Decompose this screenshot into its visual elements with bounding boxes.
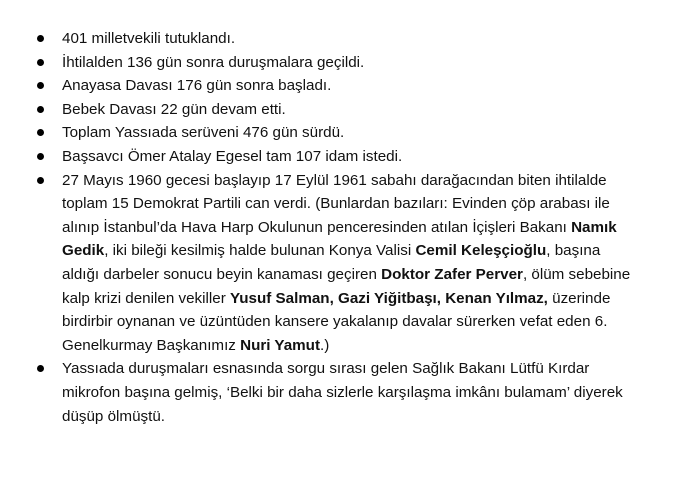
person-name: Cemil Keleşçioğlu [415,242,547,260]
bullet-icon [37,82,44,89]
bullet-icon [37,177,44,184]
list-item [0,27,678,51]
list-item [0,98,678,122]
list-item [0,145,678,169]
bullet-icon [37,365,44,372]
list-item-text: İhtilalden 136 gün sonra duruşmalara geçildi. [62,53,365,71]
list-item [0,121,678,145]
list-item [0,74,678,98]
bullet-icon [37,153,44,160]
list-item-text: üzerinde birdirbir oynanan ve üzüntüden kansere yakalanıp davalar sürerken vefat eden 6. Genelkurmay Başkanımız [62,289,611,354]
list-item-text: Yassıada duruşmaları esnasında sorgu sırası gelen Sağlık Bakanı Lütfü Kırdar mikrofon başına gelmiş, ‘Belki bir daha sizlerle karşılaşma imkânı bulamam’ diyerek düşüp ölmüştü. [62,360,623,425]
bullet-icon [37,106,44,113]
bullet-list [0,27,678,428]
list-item-text: 27 Mayıs 1960 gecesi başlayıp 17 Eylül 1961 sabahı darağacından biten ihtilalde toplam 15 Demokrat Partili can verdi. (Bunlardan bazıları: Evinden çöp arabası ile alınıp İstanbul’da Hava Harp Okulunun penceresinden atılan İçişleri Bakanı [62,171,610,236]
document-page [0,27,678,428]
list-item-text: Anayasa Davası 176 gün sonra başladı. [62,77,332,95]
list-item [0,357,678,428]
person-name: Yusuf Salman, Gazi Yiğitbaşı, Kenan Yılmaz, [229,289,548,307]
list-item [0,169,678,358]
list-item-text: , iki bileği kesilmiş halde bulunan Konya Valisi [104,242,416,260]
list-item-text: , başına aldığı darbeler sonucu beyin kanaması geçiren [62,242,601,283]
list-item-text: Bebek Davası 22 gün devam etti. [62,100,286,118]
list-item-text: Toplam Yassıada serüveni 476 gün sürdü. [62,124,345,142]
list-item-text: .) [320,336,330,354]
list-item [0,51,678,75]
person-name: Namık Gedik [62,218,617,260]
person-name: Nuri Yamut [240,336,321,354]
bullet-icon [37,35,44,42]
list-item-text: , ölüm sebebine kalp krizi denilen vekiller [62,265,631,307]
person-name: Doktor Zafer Perver [381,265,523,283]
bullet-icon [37,129,44,136]
list-item-text: Başsavcı Ömer Atalay Egesel tam 107 idam istedi. [62,147,403,165]
list-item-text: 401 milletvekili tutuklandı. [62,30,236,47]
bullet-icon [37,59,44,66]
